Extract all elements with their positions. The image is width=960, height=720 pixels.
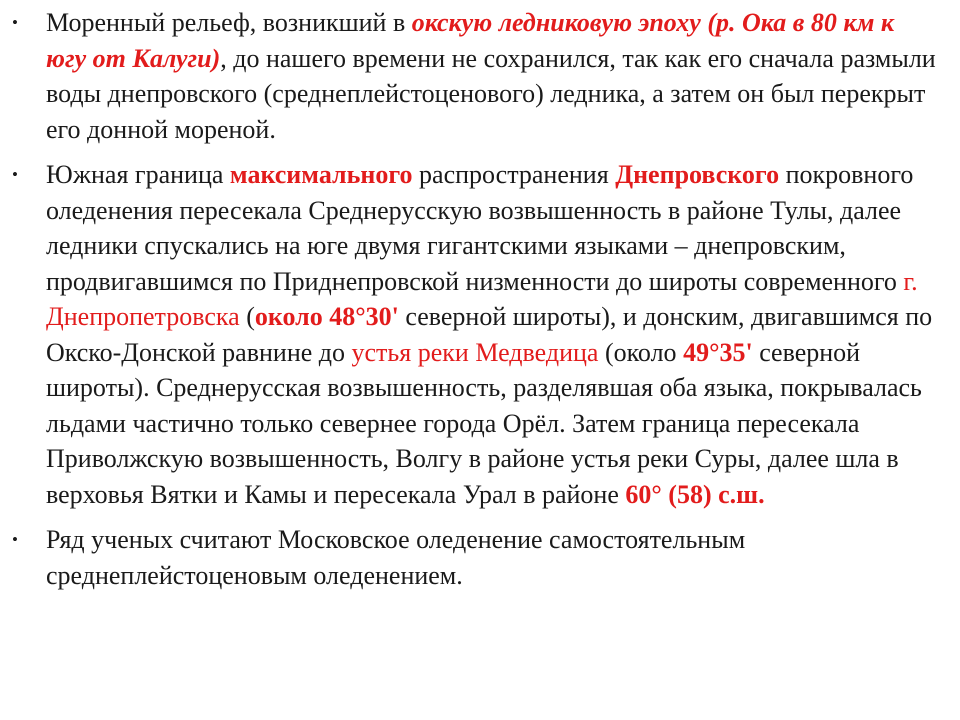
text-segment: северной широты). Среднерусская возвышенность, разделявшая оба языка, покрывалась льдами частично только севернее города Орёл. Затем граница пересекала Приволжскую возвышенность, Волгу в районе устья реки Суры, далее шла в верховья Вятки и Камы и пересекала Урал в районе <box>46 337 922 509</box>
text-segment: северной широты), и донским, двигавшимся по Окско-Донской равнине до <box>46 302 933 367</box>
bullet-dot-icon: • <box>12 13 18 32</box>
medveditsa-mouth-highlight: устья реки Медведица <box>351 337 599 367</box>
bullet-item-dnieper-boundary <box>0 157 960 512</box>
latitude-49-highlight: 49°35' <box>683 337 753 367</box>
text-segment: Моренный рельеф, возникший в <box>46 8 412 37</box>
latitude-60-highlight: 60° (58) с.ш. <box>625 479 765 509</box>
dnepropetrovsk-highlight: г. Днепропетровска <box>46 266 918 331</box>
text-segment: распространения <box>412 160 616 189</box>
bullet-dot-icon: • <box>12 530 18 549</box>
text-segment: (около <box>598 337 684 367</box>
text-segment: Южная граница <box>46 160 230 189</box>
text-segment: Ряд ученых считают Московское оледенение самостоятельным среднеплейстоценовым оледенением. <box>46 525 746 590</box>
maximal-highlight: максимального <box>229 160 413 189</box>
dnieper-highlight: Днепровского <box>615 160 780 189</box>
latitude-48-highlight: около 48°30' <box>254 302 399 331</box>
bullet-item-moscow-glaciation <box>0 522 960 593</box>
text-segment: , до нашего времени не сохранился, так как его сначала размыли воды днепровского (среднеплейстоценового) ледника, а затем он был перекрыт его донной мореной. <box>46 43 936 144</box>
bullet-list <box>0 5 960 593</box>
text-segment: ( <box>239 302 255 331</box>
text-segment: покровного оледенения пересекала Среднерусскую возвышенность в районе Тулы, далее ледники спускались на юге двумя гигантскими языками – днепровским, продвигавшимся по Приднепровской низменности до широты современного <box>46 160 914 296</box>
bullet-dot-icon: • <box>12 165 18 184</box>
oka-glacial-epoch-highlight: окскую ледниковую эпоху (р. Ока в 80 км к югу от Калуги) <box>46 8 895 73</box>
bullet-item-moraine-relief <box>0 5 960 147</box>
